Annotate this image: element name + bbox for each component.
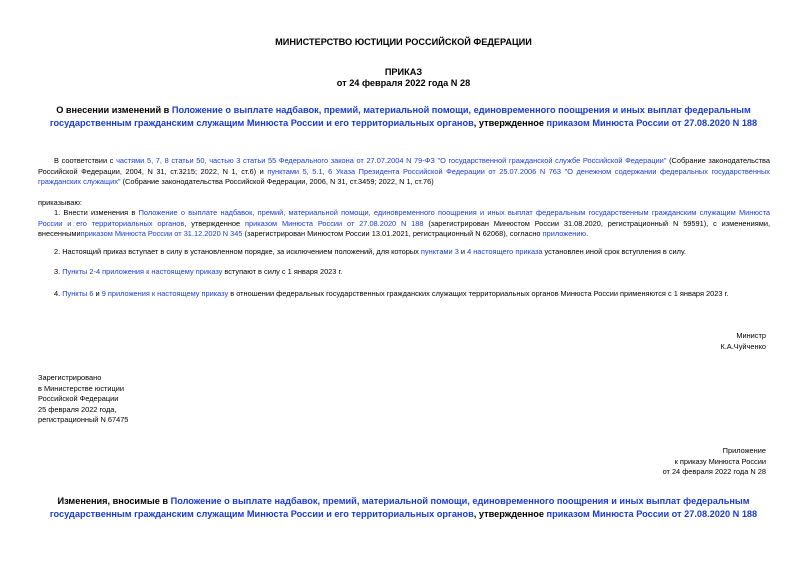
item-text: 3. bbox=[54, 267, 63, 276]
order-188-link[interactable]: приказом Минюста России от 27.08.2020 N 188 bbox=[244, 218, 424, 228]
signature-position: Министр bbox=[736, 331, 766, 340]
presidential-decree-link[interactable]: пунктами 5, 5.1, 6 Указа Президента Российской Федерации от 25.07.2006 N 763 "О денежном содержании федеральных государственных гражданских служащих" bbox=[38, 166, 770, 186]
ministry-heading: МИНИСТЕРСТВО ЮСТИЦИИ РОССИЙСКОЙ ФЕДЕРАЦИИ bbox=[275, 37, 532, 47]
registration-line: 25 февраля 2022 года, bbox=[38, 404, 117, 414]
item-text: , утвержденное bbox=[184, 218, 245, 228]
title-mid: , утвержденное bbox=[473, 117, 547, 128]
appendix-line: от 24 февраля 2022 года N 28 bbox=[662, 467, 766, 476]
signature-block bbox=[720, 331, 766, 352]
appendix-line: Приложение bbox=[722, 446, 766, 455]
document-date: от 24 февраля 2022 года N 28 bbox=[336, 78, 471, 88]
order-item-2 bbox=[38, 247, 770, 258]
preamble-text: (Собрание законодательства Российской Федерации, 2006, N 31, ст.3459; 2022, N 1, ст.76) bbox=[120, 177, 434, 186]
regulation-link[interactable]: Положение о выплате надбавок, премий, материальной помощи, единовременного поощрения и иных выплат федеральным государственным гражданским служащим Минюста России и его территориальных органов bbox=[49, 496, 750, 519]
registration-line: Российской Федерации bbox=[38, 394, 119, 403]
changes-mid: , утвержденное bbox=[473, 508, 547, 519]
order-item-1 bbox=[38, 208, 770, 240]
item-text: в отношении федеральных государственных гражданских служащих территориальных органов Минюста России применяются с 1 января 2023 г. bbox=[228, 289, 729, 298]
item-text: и bbox=[458, 247, 468, 256]
order-188-link[interactable]: приказом Минюста России от 27.08.2020 N 188 bbox=[546, 508, 758, 519]
registration-line: Зарегистрировано bbox=[38, 373, 102, 382]
item-text: (зарегистрирован Минюстом России 13.01.2021, регистрационный N 62068), согласно bbox=[242, 229, 543, 238]
registration-line: в Министерстве юстиции bbox=[38, 383, 125, 393]
federal-law-link[interactable]: частями 5, 7, 8 статьи 50, частью 3 статьи 55 Федерального закона от 27.07.2004 N 79-ФЗ "О государственной гражданской службе Российской Федерации" bbox=[116, 156, 667, 165]
order-188-link[interactable]: приказом Минюста России от 27.08.2020 N 188 bbox=[546, 117, 758, 128]
item-text: 4. bbox=[54, 289, 63, 298]
item-text: 1. Внести изменения в bbox=[54, 208, 139, 217]
preamble-text: (Собрание законодательства Российской Федерации, 2004, N 31, ст.3215; 2022, N 1, ст.6) и bbox=[38, 156, 771, 176]
signature-name: К.А.Чуйченко bbox=[720, 341, 766, 351]
appendix-item-6-link[interactable]: Пункты 6 bbox=[62, 289, 94, 298]
item-text: 2. Настоящий приказ вступает в силу в установленном порядке, за исключением положений, для которых bbox=[54, 247, 421, 256]
item-text: установлен иной срок вступления в силу. bbox=[542, 247, 686, 256]
order-word: приказываю: bbox=[38, 198, 82, 207]
order-345-link[interactable]: приказом Минюста России от 31.12.2020 N 345 bbox=[80, 229, 243, 238]
appendix-block bbox=[663, 446, 766, 478]
title-prefix: О внесении изменений в bbox=[56, 105, 172, 115]
appendix-line: к приказу Минюста России bbox=[674, 456, 766, 466]
item-4-link[interactable]: 4 настоящего приказа bbox=[467, 247, 543, 256]
regulation-link[interactable]: Положение о выплате надбавок, премий, материальной помощи, единовременного поощрения и иных выплат федеральным государственным гражданским служащим Минюста России и его территориальных органов bbox=[49, 105, 751, 128]
appendix-items-2-4-link[interactable]: Пункты 2-4 приложения к настоящему приказу bbox=[62, 267, 223, 276]
registration-block bbox=[38, 373, 128, 426]
preamble-text: В соответствии с bbox=[54, 156, 117, 165]
registration-line: регистрационный N 67475 bbox=[38, 415, 129, 424]
item-3-link[interactable]: пунктами 3 bbox=[420, 247, 459, 256]
item-text: и bbox=[93, 289, 102, 298]
preamble-paragraph bbox=[38, 156, 770, 188]
regulation-link[interactable]: Положение о выплате надбавок, премий, материальной помощи, единовременного поощрения и иных выплат федеральным государственным гражданским служащим Минюста России и его территориальных органов bbox=[38, 208, 770, 228]
item-text: (зарегистрирован Минюстом России 31.08.2020, регистрационный N 59591), с изменениями, внесенными bbox=[38, 218, 770, 238]
order-title bbox=[48, 104, 759, 129]
order-item-3 bbox=[38, 267, 770, 278]
appendix-item-9-link[interactable]: 9 приложения к настоящему приказу bbox=[101, 289, 229, 298]
changes-prefix: Изменения, вносимые в bbox=[57, 496, 171, 506]
document-type: ПРИКАЗ bbox=[384, 67, 423, 77]
item-text: вступают в силу с 1 января 2023 г. bbox=[222, 267, 343, 276]
appendix-link[interactable]: приложению bbox=[542, 229, 587, 238]
order-item-4 bbox=[38, 289, 770, 300]
changes-title bbox=[48, 495, 759, 520]
item-text: . bbox=[586, 229, 589, 238]
